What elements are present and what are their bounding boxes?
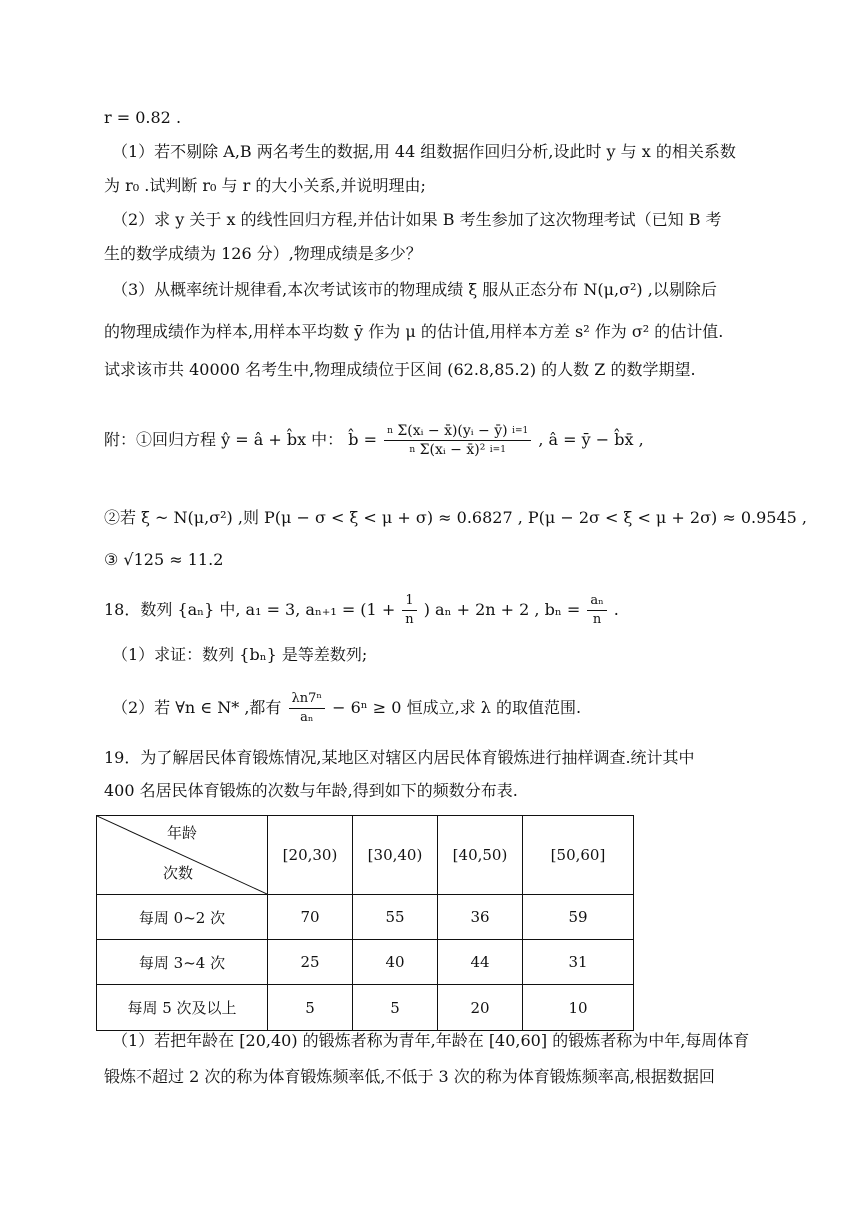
table-cell: 5 [268, 985, 353, 1031]
text-line: （1）若把年龄在 [20,40) 的锻炼者称为青年,年龄在 [40,60] 的锻炼者称为中年,每周体育 [112, 1031, 750, 1050]
text-line: 19．为了解居民体育锻炼情况,某地区对辖区内居民体育锻炼进行抽样调查.统计其中 [104, 748, 695, 767]
table-corner-cell [97, 816, 268, 895]
row-label: 每周 3~4 次 [97, 940, 268, 985]
table-row [97, 940, 634, 985]
text-line: r = 0.82 . [104, 108, 182, 127]
a-hat-formula: , â = ȳ − b̂x̄ , [538, 430, 644, 449]
table-header-row [97, 816, 634, 895]
text-line: （1）若不剔除 A,B 两名考生的数据,用 44 组数据作回归分析,设此时 y 与 x 的相关系数 [112, 142, 736, 161]
appendix-prefix: 附：①回归方程 ŷ = â + b̂x 中： [104, 430, 344, 449]
corner-top-label: 年龄 [167, 824, 198, 842]
text-line: 的物理成绩作为样本,用样本平均数 ȳ 作为 μ 的估计值,用样本方差 s² 作为 σ² 的估计值. [104, 322, 724, 341]
row-label: 每周 0~2 次 [97, 895, 268, 940]
table-header: [50,60] [523, 816, 634, 895]
q18-fraction: $\frac{1}{n}$ [402, 592, 416, 629]
table-header: [30,40) [353, 816, 438, 895]
sum-range-top: n [387, 426, 393, 436]
frequency-table [96, 815, 634, 1031]
appendix-formula [104, 410, 644, 470]
b-hat-numerator: Σ(xᵢ − x̄)(yᵢ − ȳ) [397, 423, 508, 439]
q18-part-c: . [613, 600, 619, 619]
table-cell: 70 [268, 895, 353, 940]
text-line: （1）求证：数列 {bₙ} 是等差数列; [112, 645, 368, 664]
table-cell: 25 [268, 940, 353, 985]
table-cell: 5 [353, 985, 438, 1031]
q18-2-prefix: （2）若 ∀n ∈ N* ,都有 [112, 698, 282, 717]
b-n-fraction: $\frac{\text{aₙ}}{n}$ [587, 592, 606, 629]
table-cell: 40 [353, 940, 438, 985]
text-line: 生的数学成绩为 126 分）,物理成绩是多少？ [104, 244, 422, 263]
text-line: ②若 ξ ~ N(μ,σ²) ,则 P(μ − σ < ξ < μ + σ) ≈ 0.6827 , P(μ − 2σ < ξ < μ + 2σ) ≈ 0.9545 , [104, 508, 807, 527]
table-cell: 59 [523, 895, 634, 940]
q18-part2 [112, 688, 581, 728]
q18-statement [104, 590, 619, 630]
q18-2-suffix: − 6ⁿ ≥ 0 恒成立,求 λ 的取值范围. [332, 698, 582, 717]
table-header: [20,30) [268, 816, 353, 895]
table-cell: 36 [438, 895, 523, 940]
text-line: 试求该市共 40000 名考生中,物理成绩位于区间 (62.8,85.2) 的人数 Z 的数学期望. [104, 360, 696, 379]
q18-part-b: ) aₙ + 2n + 2 , bₙ = [423, 600, 581, 619]
text-line: 400 名居民体育锻炼的次数与年龄,得到如下的频数分布表. [104, 781, 518, 800]
table-cell: 31 [523, 940, 634, 985]
b-hat-lhs: b̂ = [348, 430, 378, 449]
b-hat-fraction [384, 422, 531, 459]
table-cell: 10 [523, 985, 634, 1031]
text-line: 锻炼不超过 2 次的称为体育锻炼频率低,不低于 3 次的称为体育锻炼频率高,根据数据回 [104, 1067, 715, 1086]
text-line: ③ √125 ≈ 11.2 [104, 550, 224, 569]
table-cell: 44 [438, 940, 523, 985]
sum-range-bottom: i=1 [489, 445, 506, 455]
sum-range-bottom: i=1 [512, 426, 529, 436]
b-hat-denominator: Σ(xᵢ − x̄)² [419, 442, 486, 458]
corner-bottom-label: 次数 [163, 864, 194, 882]
table-cell: 20 [438, 985, 523, 1031]
sum-range-top: n [409, 445, 416, 455]
text-line: （3）从概率统计规律看,本次考试该市的物理成绩 ξ 服从正态分布 N(μ,σ²) ,以剔除后 [112, 280, 717, 299]
lambda-fraction: $\frac{\text{λn7ⁿ}}{\text{aₙ}}$ [289, 690, 326, 727]
text-line: 为 r₀ .试判断 r₀ 与 r 的大小关系,并说明理由; [104, 176, 426, 195]
table-header: [40,50) [438, 816, 523, 895]
table-row [97, 895, 634, 940]
row-label: 每周 5 次及以上 [97, 985, 268, 1031]
q18-part-a: 18．数列 {aₙ} 中, a₁ = 3, aₙ₊₁ = (1 + [104, 600, 396, 619]
text-line: （2）求 y 关于 x 的线性回归方程,并估计如果 B 考生参加了这次物理考试（已知 B 考 [112, 210, 722, 229]
table-cell: 55 [353, 895, 438, 940]
table-row [97, 985, 634, 1031]
